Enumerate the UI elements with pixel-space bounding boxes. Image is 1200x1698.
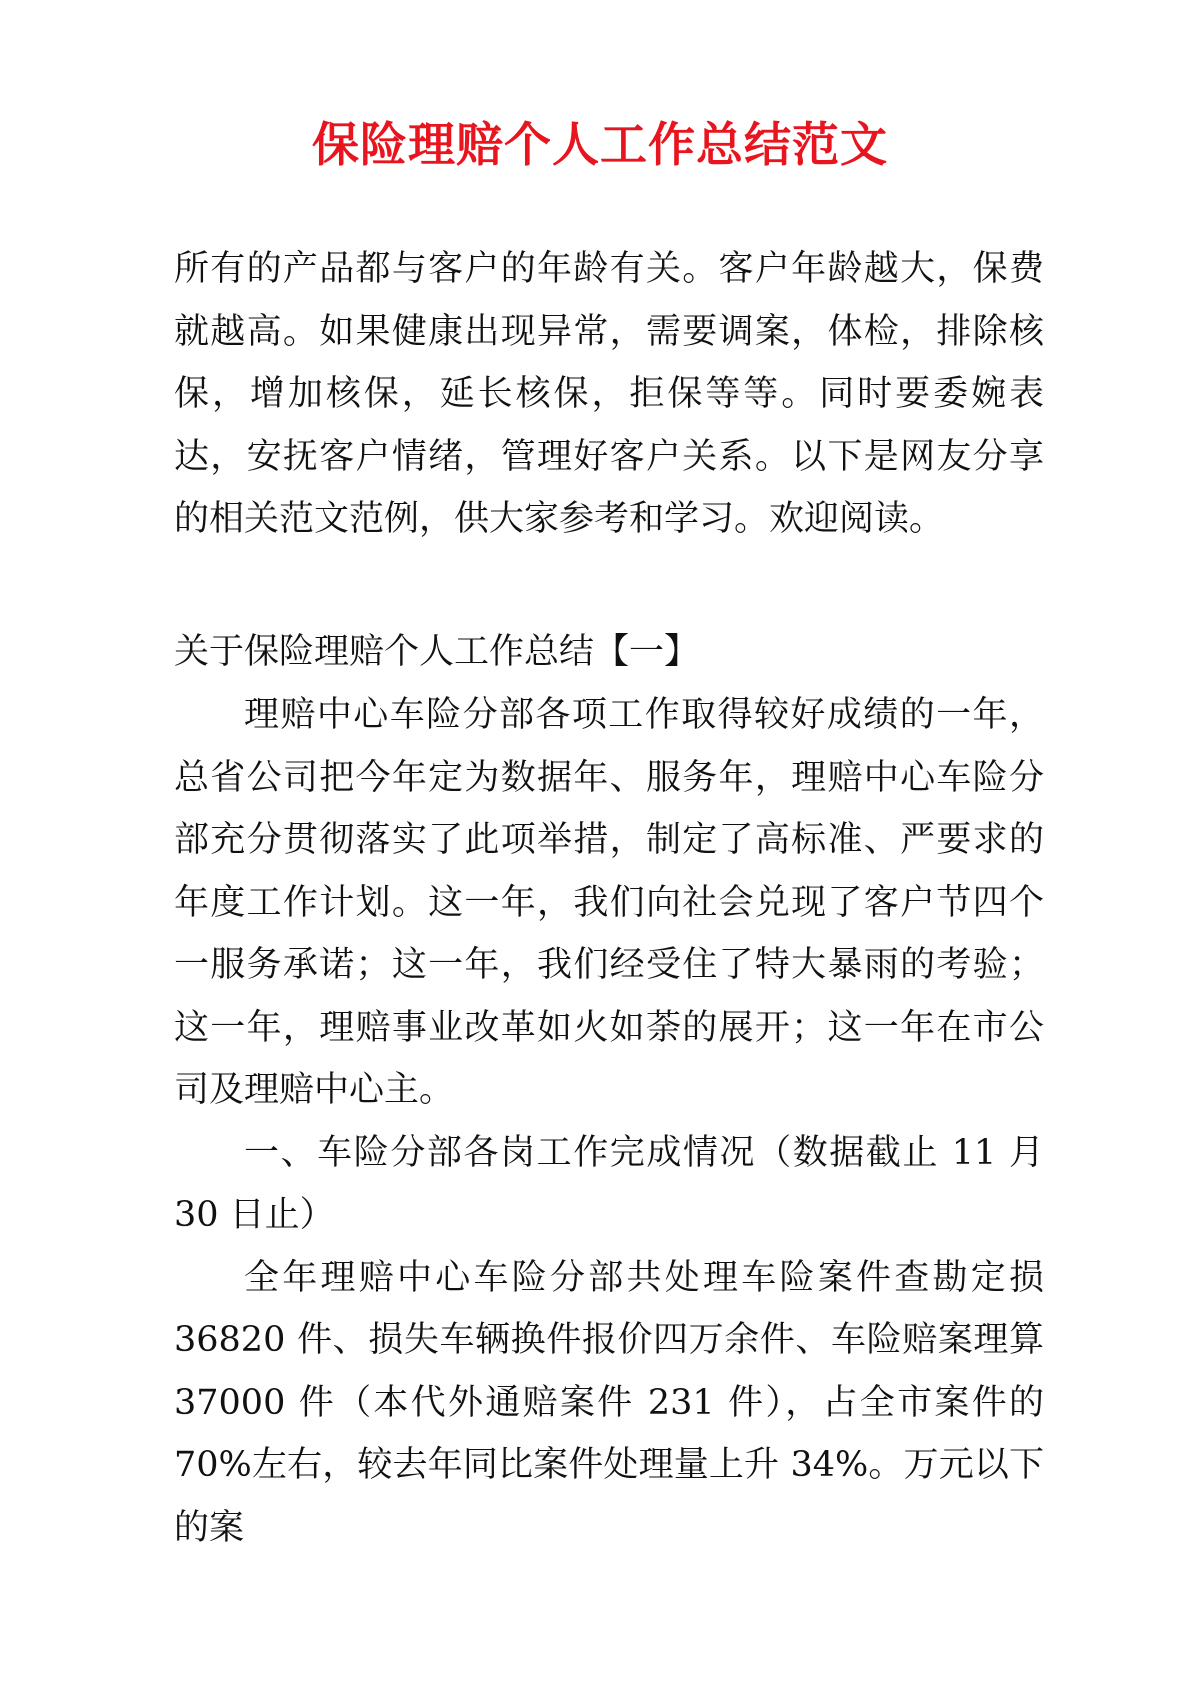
paragraph: 一、车险分部各岗工作完成情况（数据截止 11 月 30 日止） <box>174 1132 1044 1235</box>
section-content <box>174 684 1044 1559</box>
section-heading: 关于保险理赔个人工作总结【一】 <box>174 632 700 672</box>
paragraph: 理赔中心车险分部各项工作取得较好成绩的一年，总省公司把今年定为数据年、服务年，理赔中心车险分部充分贯彻落实了此项举措，制定了高标准、严要求的年度工作计划。这一年，我们向社会兑现了客户节四个一服务承诺；这一年，我们经受住了特大暴雨的考验；这一年，理赔事业改革如火如荼的展开；这一年在市公司及理赔中心主。 <box>174 695 1044 1110</box>
document-title: 保险理赔个人工作总结范文 <box>312 118 888 173</box>
paragraph: 全年理赔中心车险分部共处理车险案件查勘定损 36820 件、损失车辆换件报价四万余件、车险赔案理算 37000 件（本代外通赔案件 231 件），占全市案件的 70%左右，较去年同比案件处理量上升 34%。万元以下的案 <box>174 1257 1044 1548</box>
intro-paragraph: 所有的产品都与客户的年龄有关。客户年龄越大，保费就越高。如果健康出现异常，需要调案，体检，排除核保，增加核保，延长核保，拒保等等。同时要委婉表达，安抚客户情绪，管理好客户关系。以下是网友分享的相关范文范例，供大家参考和学习。欢迎阅读。 <box>174 249 1044 539</box>
